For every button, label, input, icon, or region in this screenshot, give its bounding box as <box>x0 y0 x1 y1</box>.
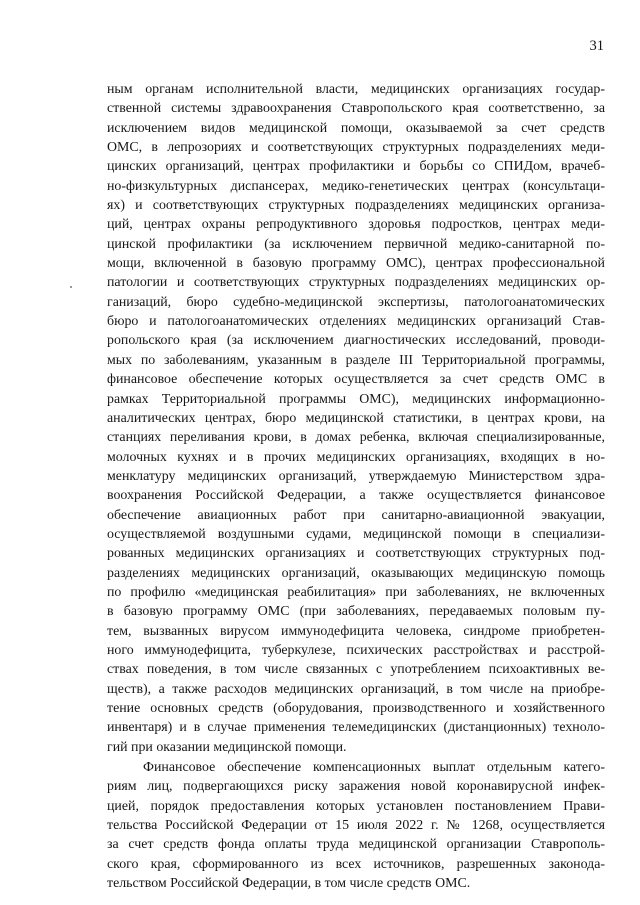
text-line: тем, вызванных вирусом иммунодефицита человека, синдроме приобретен- <box>107 623 605 639</box>
text-line: ществ), а также расходов медицинских организаций, в том числе на приобре- <box>107 681 605 697</box>
margin-dot-mark <box>70 286 72 288</box>
text-line: цией, порядок предоставления которых установлен постановлением Прави- <box>107 798 605 814</box>
text-line: гий при оказании медицинской помощи. <box>107 739 347 755</box>
text-line: по профилю «медицинская реабилитация» при заболеваниях, не включенных <box>107 584 605 600</box>
text-line: исключением видов медицинской помощи, оказываемой за счет средств <box>107 120 605 136</box>
text-line: в базовую программу ОМС (при заболеваниях, передаваемых половым пу- <box>107 604 605 620</box>
paragraph-1 <box>107 80 605 757</box>
text-line: инвентаря) и в случае применения телемедицинских (дистанционных) техноло- <box>107 720 605 736</box>
text-line: за счет средств фонда оплаты труда медицинской организации Ставрополь- <box>107 837 605 853</box>
text-line: ций, центрах охраны репродуктивного здоровья подростков, центрах меди- <box>107 217 605 233</box>
text-line: обеспечение авиационных работ при санитарно-авиационной эвакуации, <box>107 507 605 523</box>
text-line: молочных кухнях и в прочих медицинских организациях, входящих в но- <box>107 449 605 465</box>
text-line: разделениях медицинских организаций, оказывающих медицинскую помощь <box>107 565 605 581</box>
text-line: ным органам исполнительной власти, медицинских организациях государ- <box>107 82 605 97</box>
page-number: 31 <box>589 38 604 54</box>
text-line: ях) и соответствующих структурных подразделениях медицинских организа- <box>107 198 605 214</box>
text-line: ропольского края (за исключением диагностических исследований, проводи- <box>107 333 605 349</box>
text-line: менклатуру медицинских организаций, утверждаемую Министерством здра- <box>107 468 605 484</box>
text-line: ского края, сформированного из всех источников, разрешенных законода- <box>107 856 605 872</box>
text-line: рамках Территориальной программы ОМС), медицинских информационно- <box>107 391 605 407</box>
text-line: финансовое обеспечение которых осуществляется за счет средств ОМС в <box>107 372 605 388</box>
text-line: мощи, включенной в базовую программу ОМС), центрах профессиональной <box>107 256 605 272</box>
text-line: тельства Российской Федерации от 15 июля 2022 г. № 1268, осуществляется <box>107 818 605 834</box>
text-line: тельством Российской Федерации, в том числе средств ОМС. <box>107 876 471 892</box>
text-line: но-физкультурных диспансерах, медико-генетических центрах (консультаци- <box>107 178 605 194</box>
text-line: ганизаций, бюро судебно-медицинской экспертизы, патологоанатомических <box>107 294 605 310</box>
body-text <box>107 80 605 893</box>
text-line: аналитических центрах, бюро медицинской статистики, в центрах крови, на <box>107 410 605 426</box>
text-line: тение основных средств (оборудования, производственного и хозяйственного <box>107 701 605 716</box>
text-line: Финансовое обеспечение компенсационных выплат отдельным катего- <box>143 760 605 776</box>
paragraph-2 <box>107 758 605 893</box>
text-line: ного иммунодефицита, туберкулезе, психических расстройствах и расстрой- <box>107 642 605 658</box>
text-line: цинской профилактики (за исключением первичной медико-санитарной по- <box>107 236 605 252</box>
text-line: ОМС, в лепрозориях и соответствующих структурных подразделениях меди- <box>107 140 605 156</box>
text-line: риям лиц, подвергающихся риску заражения новой коронавирусной инфек- <box>107 779 605 795</box>
text-line: бюро и патологоанатомических отделениях медицинских организаций Став- <box>107 314 605 330</box>
text-line: осуществляемой воздушными судами, медицинской помощи в специализи- <box>107 526 605 542</box>
text-line: ствах поведения, в том числе связанных с употреблением психоактивных ве- <box>107 662 605 678</box>
text-line: станциях переливания крови, в домах ребенка, включая специализированные, <box>107 430 605 446</box>
text-line: патологии и соответствующих структурных подразделениях медицинских ор- <box>107 275 605 291</box>
text-line: цинских организаций, центрах профилактики и борьбы со СПИДом, врачеб- <box>107 159 605 175</box>
text-line: ственной системы здравоохранения Ставропольского края соответственно, за <box>107 101 605 117</box>
text-line: мых по заболеваниям, указанным в разделе III Территориальной программы, <box>107 352 605 368</box>
text-line: воохранения Российской Федерации, а также осуществляется финансовое <box>107 488 605 504</box>
text-line: рованных медицинских организациях и соответствующих структурных под- <box>107 546 605 562</box>
